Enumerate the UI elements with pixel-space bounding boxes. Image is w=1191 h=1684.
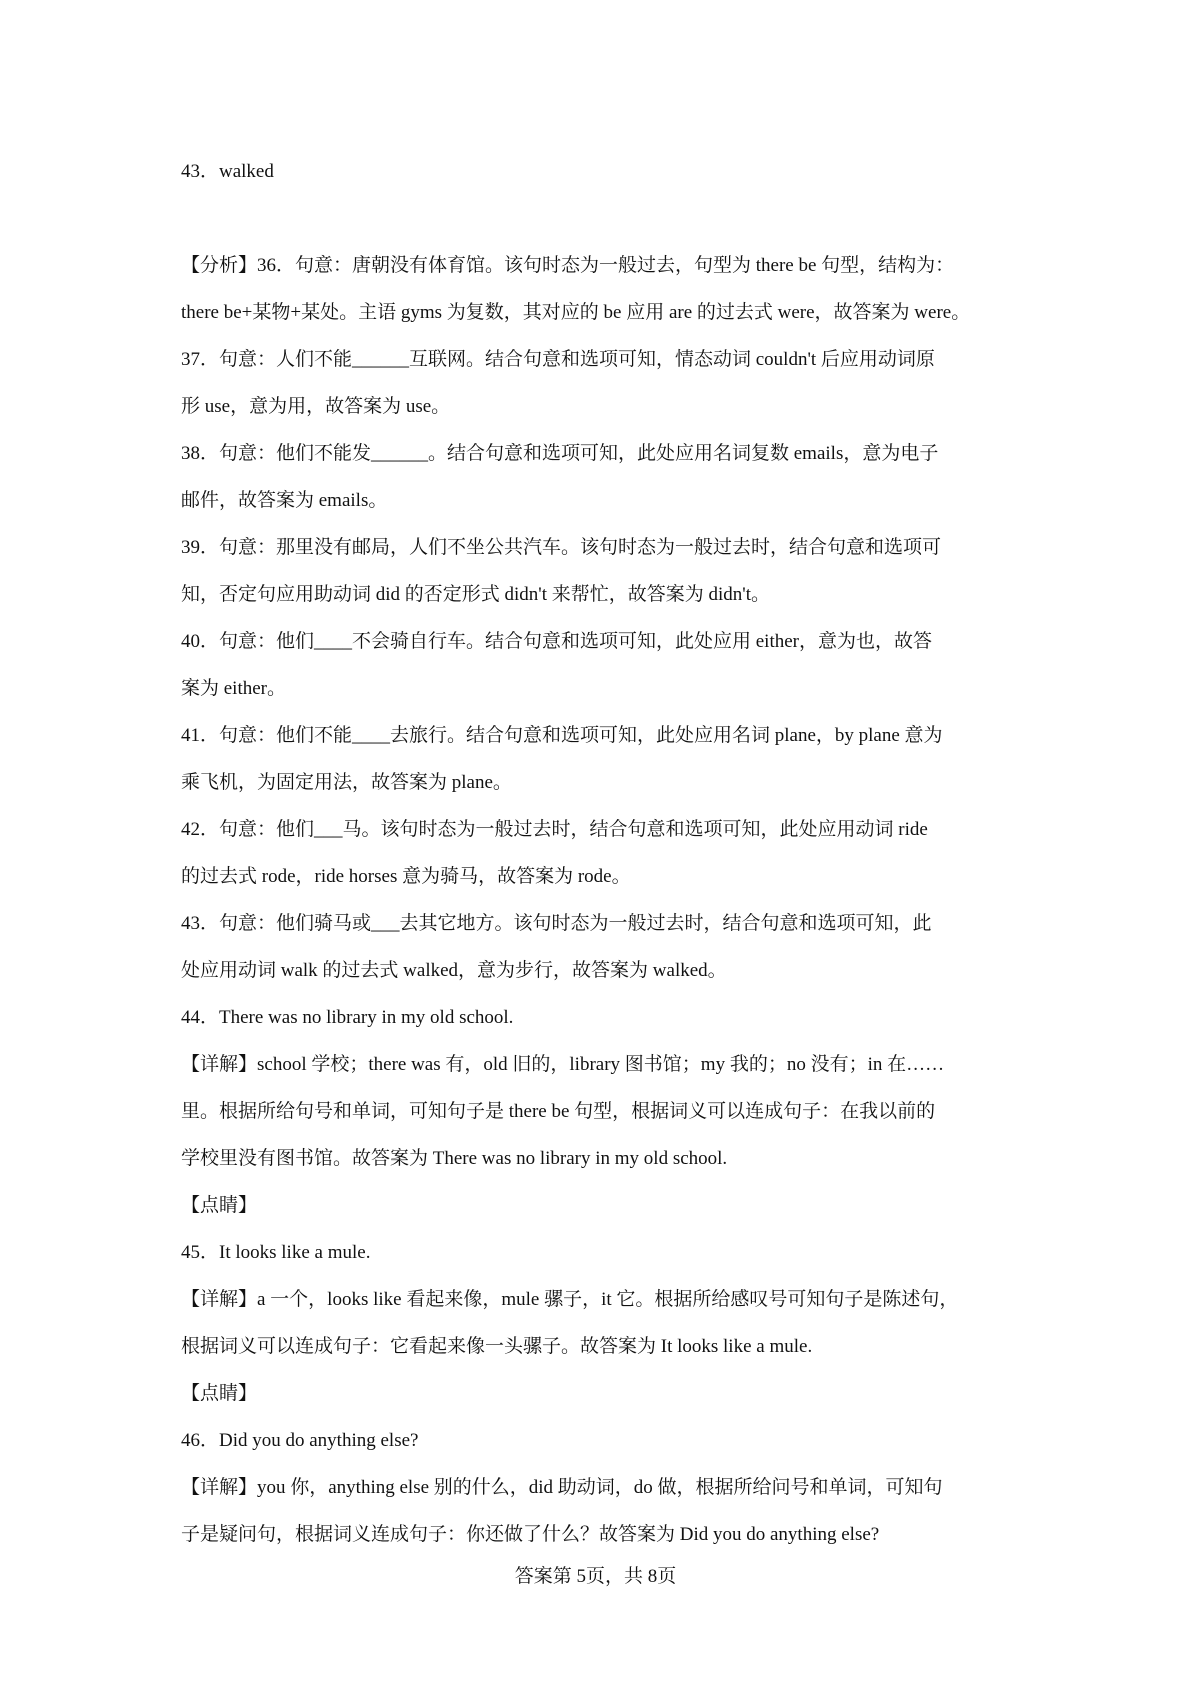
paragraph-q37	[181, 336, 1016, 430]
paragraph-q41	[181, 712, 1016, 806]
text-line: 37．句意：人们不能______互联网。结合句意和选项可知，情态动词 couldn't 后应用动词原	[181, 349, 935, 370]
paragraph-q39	[181, 524, 1016, 618]
text-line: 知，否定句应用助动词 did 的否定形式 didn't 来帮忙，故答案为 didn't。	[181, 584, 770, 605]
text-line: 44．There was no library in my old school.	[181, 1007, 514, 1028]
paragraph-q40	[181, 618, 1016, 712]
paragraph-q38	[181, 430, 1016, 524]
paragraph-q44	[181, 994, 1016, 1041]
text-line: 【点睛】	[181, 1383, 258, 1404]
text-line: 子是疑问句，根据词义连成句子：你还做了什么？故答案为 Did you do anything else?	[181, 1524, 880, 1545]
text-line: 【详解】a 一个，looks like 看起来像，mule 骡子，it 它。根据所给感叹号可知句子是陈述句，	[181, 1289, 959, 1310]
text-line: 处应用动词 walk 的过去式 walked，意为步行，故答案为 walked。	[181, 960, 727, 981]
text-line: 42．句意：他们___马。该句时态为一般过去时，结合句意和选项可知，此处应用动词 ride	[181, 819, 928, 840]
text-line: 【点睛】	[181, 1195, 258, 1216]
blank-gap	[181, 195, 1016, 242]
paragraph-q45	[181, 1229, 1016, 1276]
text-line: 的过去式 rode，ride horses 意为骑马，故答案为 rode。	[181, 866, 631, 887]
text-line: 案为 either。	[181, 678, 287, 699]
text-line: 里。根据所给句号和单词，可知句子是 there be 句型，根据词义可以连成句子：在我以前的	[181, 1101, 936, 1122]
paragraph-q46	[181, 1417, 1016, 1464]
paragraph-q44-note	[181, 1182, 1016, 1229]
answer-line-43: 43．walked	[181, 161, 274, 182]
text-line: 43．句意：他们骑马或___去其它地方。该句时态为一般过去时，结合句意和选项可知，此	[181, 913, 932, 934]
paragraph-q42	[181, 806, 1016, 900]
paragraph-q46-detail	[181, 1464, 1016, 1558]
text-line: 乘飞机，为固定用法，故答案为 plane。	[181, 772, 512, 793]
text-line: 45．It looks like a mule.	[181, 1242, 371, 1263]
paragraph-analysis	[181, 242, 1016, 336]
text-line: 形 use，意为用，故答案为 use。	[181, 396, 451, 417]
paragraph-q45-detail	[181, 1276, 1016, 1370]
text-line: 46．Did you do anything else?	[181, 1430, 419, 1451]
text-line: there be+某物+某处。主语 gyms 为复数，其对应的 be 应用 are 的过去式 were，故答案为 were。	[181, 302, 971, 323]
page-footer: 答案第 5页，共 8页	[514, 1566, 677, 1587]
paragraph-q43	[181, 900, 1016, 994]
paragraph-list	[181, 242, 1016, 1558]
text-line: 【分析】36．句意：唐朝没有体育馆。该句时态为一般过去，句型为 there be 句型，结构为：	[181, 255, 955, 276]
paragraph-q45-note	[181, 1370, 1016, 1417]
paragraph-q44-detail	[181, 1041, 1016, 1182]
text-line: 【详解】school 学校；there was 有，old 旧的，library 图书馆；my 我的；no 没有；in 在……	[181, 1054, 945, 1075]
text-line: 根据词义可以连成句子：它看起来像一头骡子。故答案为 It looks like a mule.	[181, 1336, 813, 1357]
text-line: 38．句意：他们不能发______。结合句意和选项可知，此处应用名词复数 emails，意为电子	[181, 443, 939, 464]
text-line: 【详解】you 你，anything else 别的什么，did 助动词，do 做，根据所给问号和单词，可知句	[181, 1477, 943, 1498]
page-content	[181, 148, 1016, 1558]
text-line: 学校里没有图书馆。故答案为 There was no library in my old school.	[181, 1148, 728, 1169]
text-line: 40．句意：他们____不会骑自行车。结合句意和选项可知，此处应用 either，意为也，故答	[181, 631, 933, 652]
text-line: 39．句意：那里没有邮局，人们不坐公共汽车。该句时态为一般过去时，结合句意和选项可	[181, 537, 942, 558]
text-line: 邮件，故答案为 emails。	[181, 490, 388, 511]
text-line: 41．句意：他们不能____去旅行。结合句意和选项可知，此处应用名词 plane，by plane 意为	[181, 725, 943, 746]
